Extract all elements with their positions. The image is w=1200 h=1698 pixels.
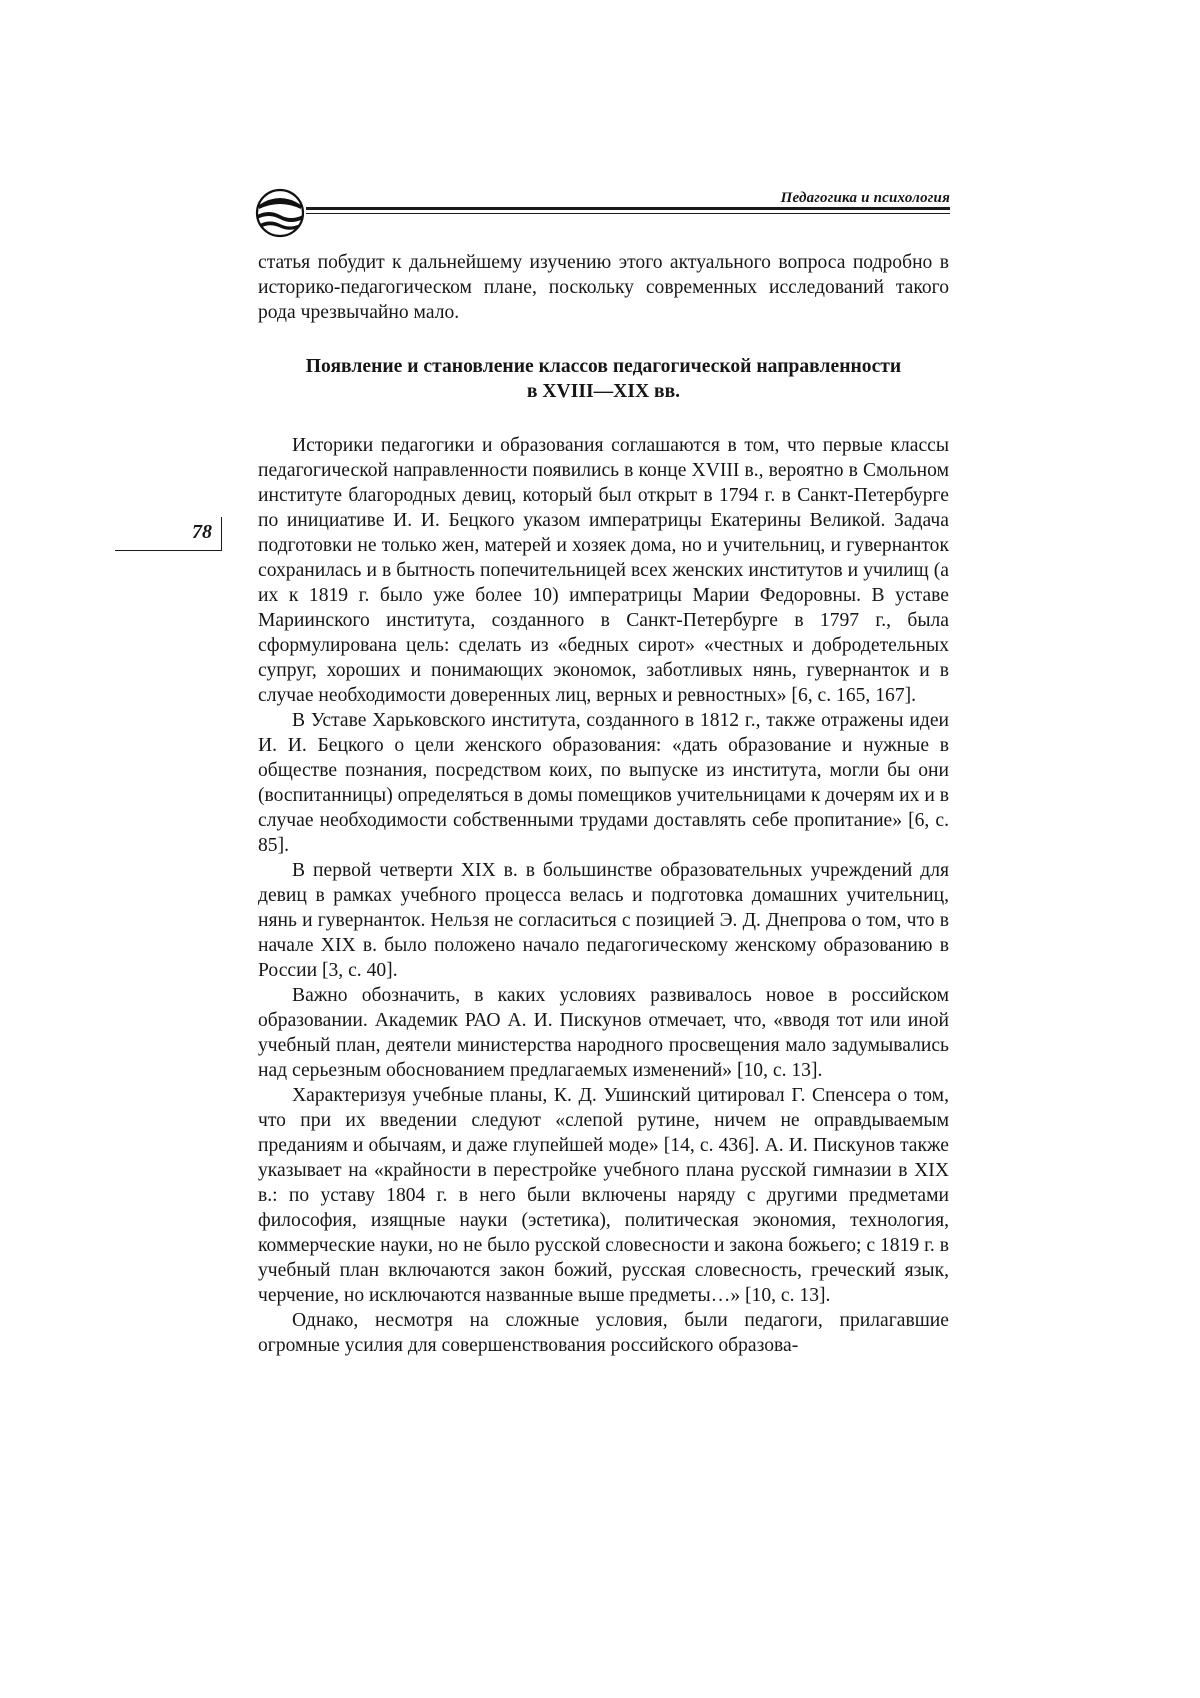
paragraph: Историки педагогики и образования соглашаются в том, что первые классы педагогической направленности появились в конце XVIII в., вероятно в Смольном институте благородных девиц, который был открыт в 1794 г. в Санкт-Петербурге по инициативе И. И. Бецкого указом императрицы Екатерины Великой. Задача подготовки не только жен, матерей и хозяек дома, но и учительниц, и гувернанток сохранилась и в бытность попечительницей всех женских институтов и училищ (а их к 1819 г. было уже более 10) императрицы Марии Федоровны. В уставе Мариинского института, созданного в Санкт-Петербурге в 1797 г., была сформулирована цель: сделать из «бедных сирот» «честных и добродетельных супруг, хороших и понимающих экономок, заботливых нянь, гувернанток и в случае необходимости доверенных лиц, верных и ревностных» [6, с. 165, 167]. (258, 435, 949, 706)
running-title: Педагогика и психология (780, 190, 950, 206)
header-rule-thick (306, 207, 950, 210)
page-number: 78 (115, 517, 222, 551)
paragraph: Характеризуя учебные планы, К. Д. Ушинский цитировал Г. Спенсера о том, что при их введении следуют «слепой рутине, ничем не оправдываемым преданиям и обычаям, и даже глупейшей моде» [14, с. 436]. А. И. Пискунов также указывает на «крайности в перестройке учебного плана русской гимназии в XIX в.: по уставу 1804 г. в него были включены наряду с другими предметами философия, изящные науки (эстетика), политическая экономия, технология, коммерческие науки, но не было русской словесности и закона божьего; с 1819 г. в учебный план включаются закон божий, русская словесность, греческий язык, черчение, но исключаются названные выше предметы…» [10, с. 13]. (258, 1085, 949, 1306)
paragraph: В Уставе Харьковского института, созданного в 1812 г., также отражены идеи И. И. Бецкого о цели женского образования: «дать образование и нужные в обществе познания, посредством коих, по выпуске из института, могли бы они (воспитанницы) определяться в домы помещиков учительницами к дочерям их и в случае необходимости собственными трудами доставлять себе пропитание» [6, с. 85]. (258, 710, 949, 856)
intro-paragraph: статья побудит к дальнейшему изучению этого актуального вопроса подробно в историко-педагогическом плане, поскольку современных исследований такого рода чрезвычайно мало. (258, 252, 949, 323)
journal-logo-icon (255, 188, 305, 238)
section-heading-line-1: Появление и становление классов педагогической направленности (305, 356, 902, 377)
section-heading (258, 354, 949, 404)
paragraph: В первой четверти XIX в. в большинстве образовательных учреждений для девиц в рамках учебного процесса велась и подготовка домашних учительниц, нянь и гувернанток. Нельзя не согласиться с позицией Э. Д. Днепрова о том, что в начале XIX в. было положено начало педагогическому женскому образованию в России [3, с. 40]. (258, 860, 949, 981)
section-heading-line-2: в XVIII—XIX вв. (526, 381, 681, 402)
paragraph: Важно обозначить, в каких условиях развивалось новое в российском образовании. Академик РАО А. И. Пискунов отмечает, что, «вводя тот или иной учебный план, деятели министерства народного просвещения мало задумывались над серьезным обоснованием предлагаемых изменений» [10, с. 13]. (258, 985, 949, 1081)
article-body (258, 250, 949, 1358)
paragraph: Однако, несмотря на сложные условия, были педагоги, прилагавшие огромные усилия для совершенствования российского образова- (258, 1310, 949, 1356)
header-rule-thin (306, 213, 950, 214)
